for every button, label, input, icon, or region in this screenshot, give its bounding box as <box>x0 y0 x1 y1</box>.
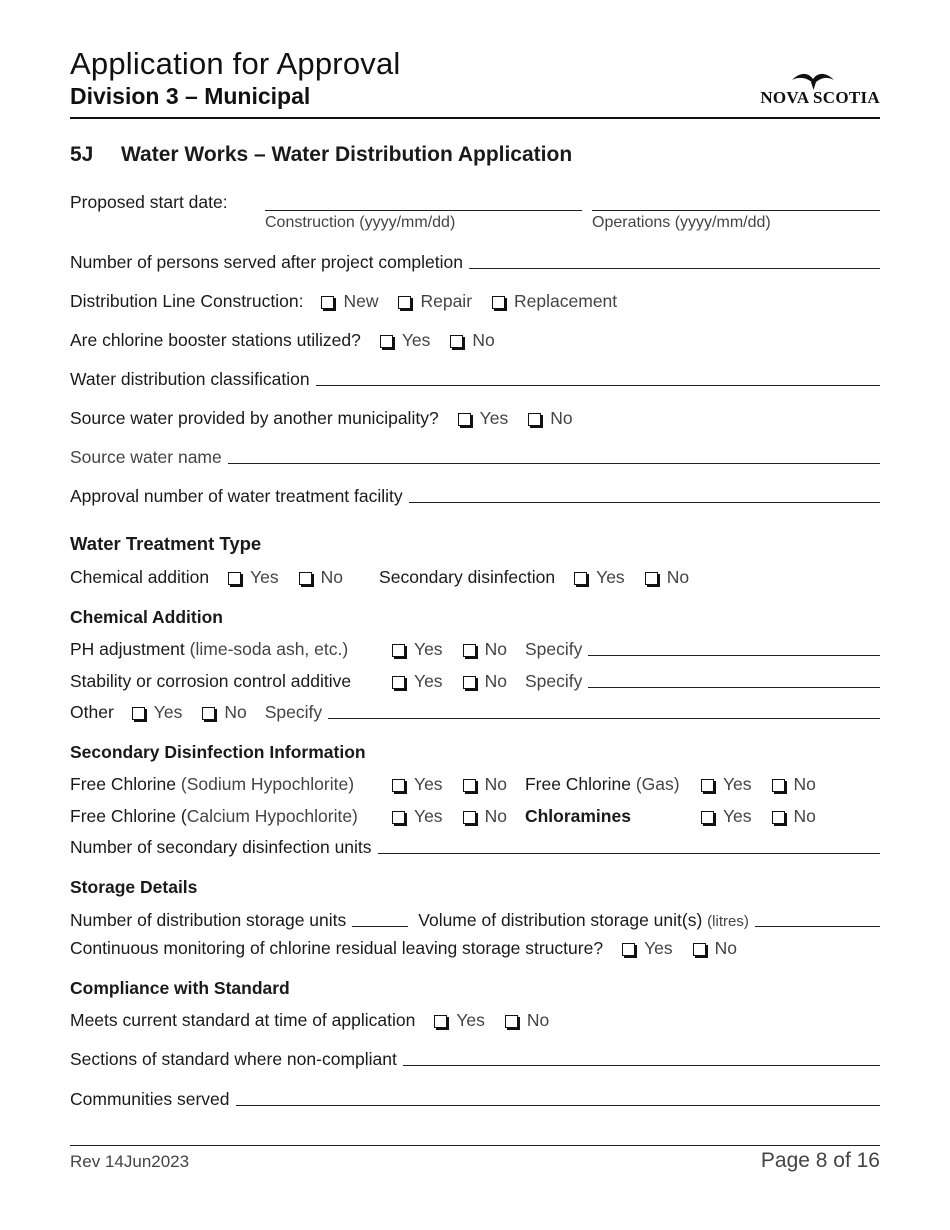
treatment-type-row <box>70 567 880 588</box>
checkbox-icon <box>693 943 706 956</box>
free-chlorine-row-1 <box>70 774 880 795</box>
section-number: 5J <box>70 143 94 166</box>
communities-label: Communities served <box>70 1089 230 1109</box>
treatment-type-heading: Water Treatment Type <box>70 533 262 554</box>
checkbox-icon <box>645 572 658 585</box>
chloramines-no[interactable]: No <box>772 806 816 827</box>
chloramines-yes[interactable]: Yes <box>701 806 752 827</box>
fc-calcium-label: Free Chlorine (Calcium Hypochlorite) <box>70 806 358 826</box>
distribution-line-label: Distribution Line Construction: <box>70 291 304 311</box>
operations-date-caption: Operations (yyyy/mm/dd) <box>592 214 771 231</box>
source-municipality-yes[interactable]: Yes <box>458 408 509 429</box>
checkbox-icon <box>701 811 714 824</box>
form-title: Application for Approval <box>70 46 401 81</box>
checkbox-icon <box>228 572 241 585</box>
ph-specify-field[interactable] <box>588 655 880 656</box>
page-number: Page 8 of 16 <box>760 1149 880 1172</box>
monitoring-yes[interactable]: Yes <box>622 938 673 959</box>
ph-adjustment-row <box>70 639 880 660</box>
secondary-disinfection-label: Secondary disinfection <box>379 567 556 587</box>
persons-served-field[interactable] <box>469 268 880 269</box>
other-chemical-yes[interactable]: Yes <box>132 702 183 723</box>
other-chemical-no[interactable]: No <box>202 702 246 723</box>
stability-specify-label: Specify <box>524 671 583 691</box>
meets-standard-row <box>70 1010 880 1031</box>
storage-units-label: Number of distribution storage units <box>70 910 347 930</box>
checkbox-icon <box>450 335 463 348</box>
distribution-line-row <box>70 291 880 312</box>
approval-number-label: Approval number of water treatment facility <box>70 486 403 506</box>
chlorine-booster-label: Are chlorine booster stations utilized? <box>70 330 361 350</box>
ph-adjustment-label: PH adjustment (lime-soda ash, etc.) <box>70 639 349 659</box>
fc-sodium-no[interactable]: No <box>463 774 507 795</box>
checkbox-icon <box>299 572 312 585</box>
checkbox-icon <box>505 1015 518 1028</box>
source-municipality-row <box>70 408 880 429</box>
form-division: Division 3 – Municipal <box>70 83 311 109</box>
checkbox-icon <box>392 779 405 792</box>
other-specify-field[interactable] <box>328 718 880 719</box>
operations-date-field[interactable] <box>592 210 880 211</box>
checkbox-icon <box>772 811 785 824</box>
storage-units-field[interactable] <box>352 926 408 927</box>
chemical-addition-yes[interactable]: Yes <box>228 567 279 588</box>
checkbox-icon <box>398 296 411 309</box>
fc-calcium-yes[interactable]: Yes <box>392 806 443 827</box>
disinfection-units-label: Number of secondary disinfection units <box>70 837 372 857</box>
checkbox-icon <box>434 1015 447 1028</box>
section-heading <box>70 143 572 167</box>
storage-units-row <box>70 910 880 931</box>
chloramines-label: Chloramines <box>524 806 631 826</box>
storage-heading: Storage Details <box>70 877 198 897</box>
compliance-heading: Compliance with Standard <box>70 978 290 998</box>
checkbox-icon <box>392 644 405 657</box>
fc-gas-label: Free Chlorine (Gas) <box>524 774 680 794</box>
non-compliant-label: Sections of standard where non-compliant <box>70 1049 397 1069</box>
checkbox-icon <box>463 676 476 689</box>
persons-served-label: Number of persons served after project completion <box>70 252 463 272</box>
classification-label: Water distribution classification <box>70 369 310 389</box>
checkbox-icon <box>202 707 215 720</box>
checkbox-icon <box>392 811 405 824</box>
checkbox-icon <box>380 335 393 348</box>
classification-field[interactable] <box>316 385 880 386</box>
storage-volume-field[interactable] <box>755 926 880 927</box>
communities-row <box>70 1089 880 1110</box>
chlorine-booster-row <box>70 330 880 351</box>
chlorine-booster-yes[interactable]: Yes <box>380 330 431 351</box>
checkbox-icon <box>622 943 635 956</box>
checkbox-icon <box>321 296 334 309</box>
stability-no[interactable]: No <box>463 671 507 692</box>
section-title: Water Works – Water Distribution Application <box>121 143 573 166</box>
chemical-addition-no[interactable]: No <box>299 567 343 588</box>
chemical-addition-label: Chemical addition <box>70 567 210 587</box>
revision-date: Rev 14Jun2023 <box>70 1152 190 1171</box>
source-water-name-row <box>70 447 880 468</box>
storage-volume-label: Volume of distribution storage unit(s) (litres) <box>418 910 749 930</box>
monitoring-row <box>70 938 880 959</box>
monitoring-label: Continuous monitoring of chlorine residual leaving storage structure? <box>70 938 604 958</box>
checkbox-icon <box>463 779 476 792</box>
checkbox-icon <box>463 811 476 824</box>
stability-specify-field[interactable] <box>588 687 880 688</box>
checkbox-icon <box>528 413 541 426</box>
form-page <box>70 0 880 1230</box>
fc-gas-yes[interactable]: Yes <box>701 774 752 795</box>
approval-number-row <box>70 486 880 507</box>
classification-row <box>70 369 880 390</box>
fc-sodium-label: Free Chlorine (Sodium Hypochlorite) <box>70 774 355 794</box>
meets-standard-no[interactable]: No <box>505 1010 549 1031</box>
fc-calcium-no[interactable]: No <box>463 806 507 827</box>
source-water-name-label: Source water name <box>70 447 222 467</box>
nova-scotia-logo: NOVA SCOTIA <box>752 70 880 110</box>
other-chemical-label: Other <box>70 702 114 722</box>
source-water-name-field[interactable] <box>228 463 880 464</box>
ph-adjustment-yes[interactable]: Yes <box>392 639 443 660</box>
checkbox-repair[interactable]: Repair <box>398 291 472 312</box>
meets-standard-yes[interactable]: Yes <box>434 1010 485 1031</box>
footer-divider <box>70 1145 880 1146</box>
start-date-label: Proposed start date: <box>70 192 228 212</box>
checkbox-icon <box>492 296 505 309</box>
checkbox-icon <box>458 413 471 426</box>
stability-label: Stability or corrosion control additive <box>70 671 352 691</box>
secondary-disinfection-yes[interactable]: Yes <box>574 567 625 588</box>
ph-adjustment-no[interactable]: No <box>463 639 507 660</box>
chlorine-booster-no[interactable]: No <box>450 330 494 351</box>
other-specify-label: Specify <box>264 702 323 722</box>
fc-gas-no[interactable]: No <box>772 774 816 795</box>
meets-standard-label: Meets current standard at time of application <box>70 1010 416 1030</box>
construction-date-field[interactable] <box>265 210 582 211</box>
checkbox-replacement[interactable]: Replacement <box>492 291 617 312</box>
secondary-info-heading: Secondary Disinfection Information <box>70 742 366 762</box>
source-municipality-label: Source water provided by another municipality? <box>70 408 439 428</box>
stability-yes[interactable]: Yes <box>392 671 443 692</box>
header-divider <box>70 117 880 119</box>
checkbox-icon <box>132 707 145 720</box>
checkbox-new[interactable]: New <box>321 291 378 312</box>
disinfection-units-field[interactable] <box>378 853 880 854</box>
ph-specify-label: Specify <box>524 639 583 659</box>
persons-served-row <box>70 252 880 273</box>
free-chlorine-row-2 <box>70 806 880 827</box>
other-chemical-row <box>70 702 880 723</box>
disinfection-units-row <box>70 837 880 858</box>
secondary-disinfection-no[interactable]: No <box>645 567 689 588</box>
construction-date-caption: Construction (yyyy/mm/dd) <box>265 214 456 231</box>
fc-sodium-yes[interactable]: Yes <box>392 774 443 795</box>
non-compliant-field[interactable] <box>403 1065 880 1066</box>
stability-row <box>70 671 880 692</box>
chemical-addition-heading: Chemical Addition <box>70 607 223 627</box>
checkbox-icon <box>701 779 714 792</box>
non-compliant-row <box>70 1049 880 1070</box>
checkbox-icon <box>772 779 785 792</box>
monitoring-no[interactable]: No <box>693 938 737 959</box>
checkbox-icon <box>574 572 587 585</box>
approval-number-field[interactable] <box>409 502 880 503</box>
checkbox-icon <box>392 676 405 689</box>
communities-field[interactable] <box>236 1105 881 1106</box>
checkbox-icon <box>463 644 476 657</box>
source-municipality-no[interactable]: No <box>528 408 572 429</box>
